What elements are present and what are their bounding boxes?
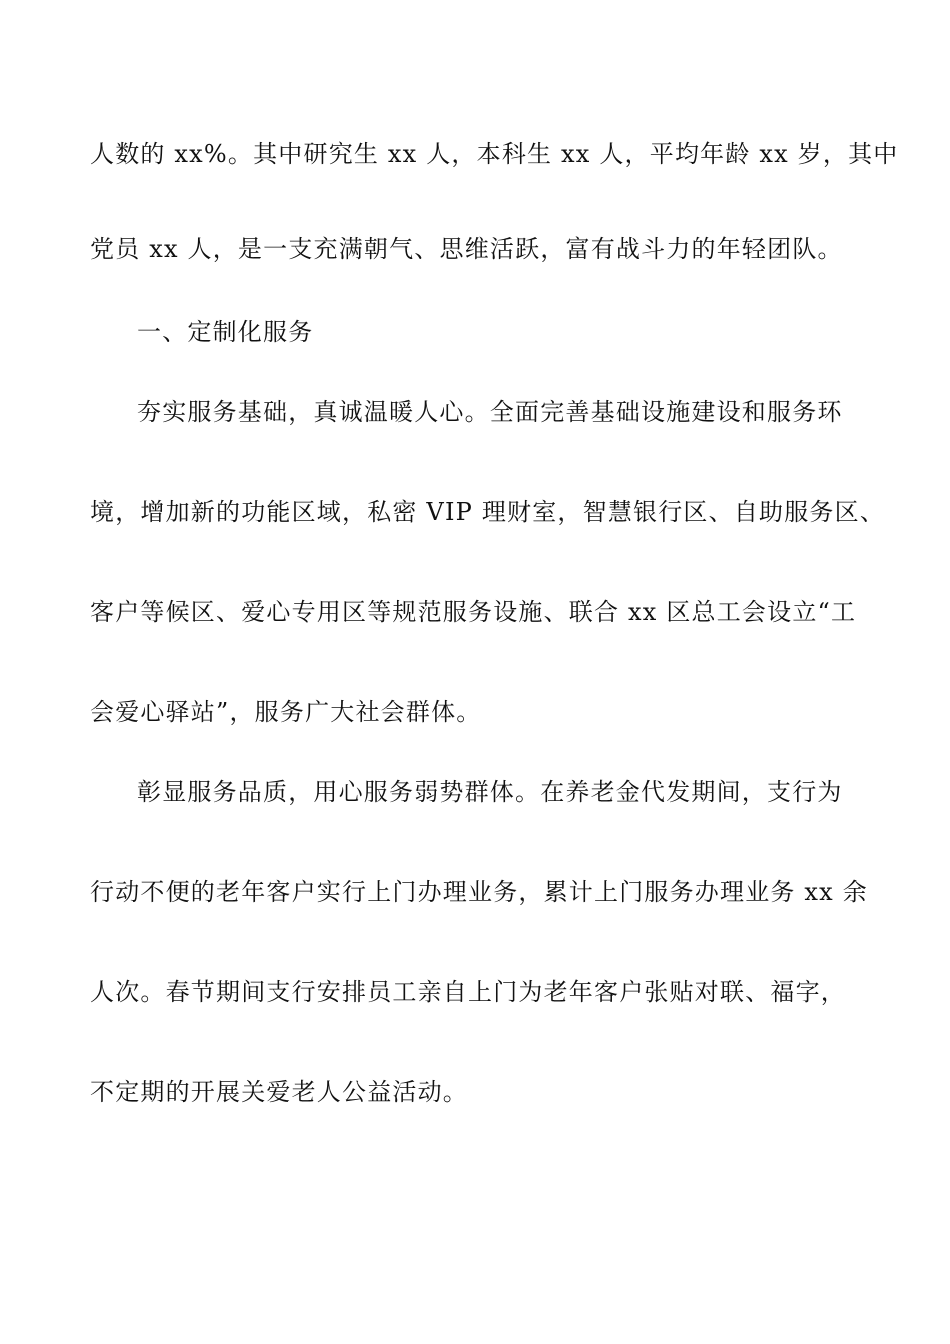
- body-text-line: 夯实服务基础，真诚温暖人心。全面完善基础设施建设和服务环: [137, 398, 843, 426]
- body-text-line: 党员 xx 人，是一支充满朝气、思维活跃，富有战斗力的年轻团队。: [90, 235, 843, 263]
- body-text-line: 人次。春节期间支行安排员工亲自上门为老年客户张贴对联、福字，: [90, 978, 846, 1006]
- body-text-line: 客户等候区、爱心专用区等规范服务设施、联合 xx 区总工会设立“工: [90, 598, 857, 626]
- body-text-line: 会爱心驿站”，服务广大社会群体。: [90, 698, 482, 726]
- body-text-line: 境，增加新的功能区域，私密 VIP 理财室，智慧银行区、自助服务区、: [90, 498, 886, 526]
- section-heading: 一、定制化服务: [137, 318, 314, 346]
- body-text-line: 彰显服务品质，用心服务弱势群体。在养老金代发期间，支行为: [137, 778, 843, 806]
- body-text-line: 不定期的开展关爱老人公益活动。: [90, 1078, 468, 1106]
- body-text-line: 行动不便的老年客户实行上门办理业务，累计上门服务办理业务 xx 余: [90, 878, 868, 906]
- body-text-line: 人数的 xx%。其中研究生 xx 人，本科生 xx 人，平均年龄 xx 岁，其中: [90, 140, 899, 168]
